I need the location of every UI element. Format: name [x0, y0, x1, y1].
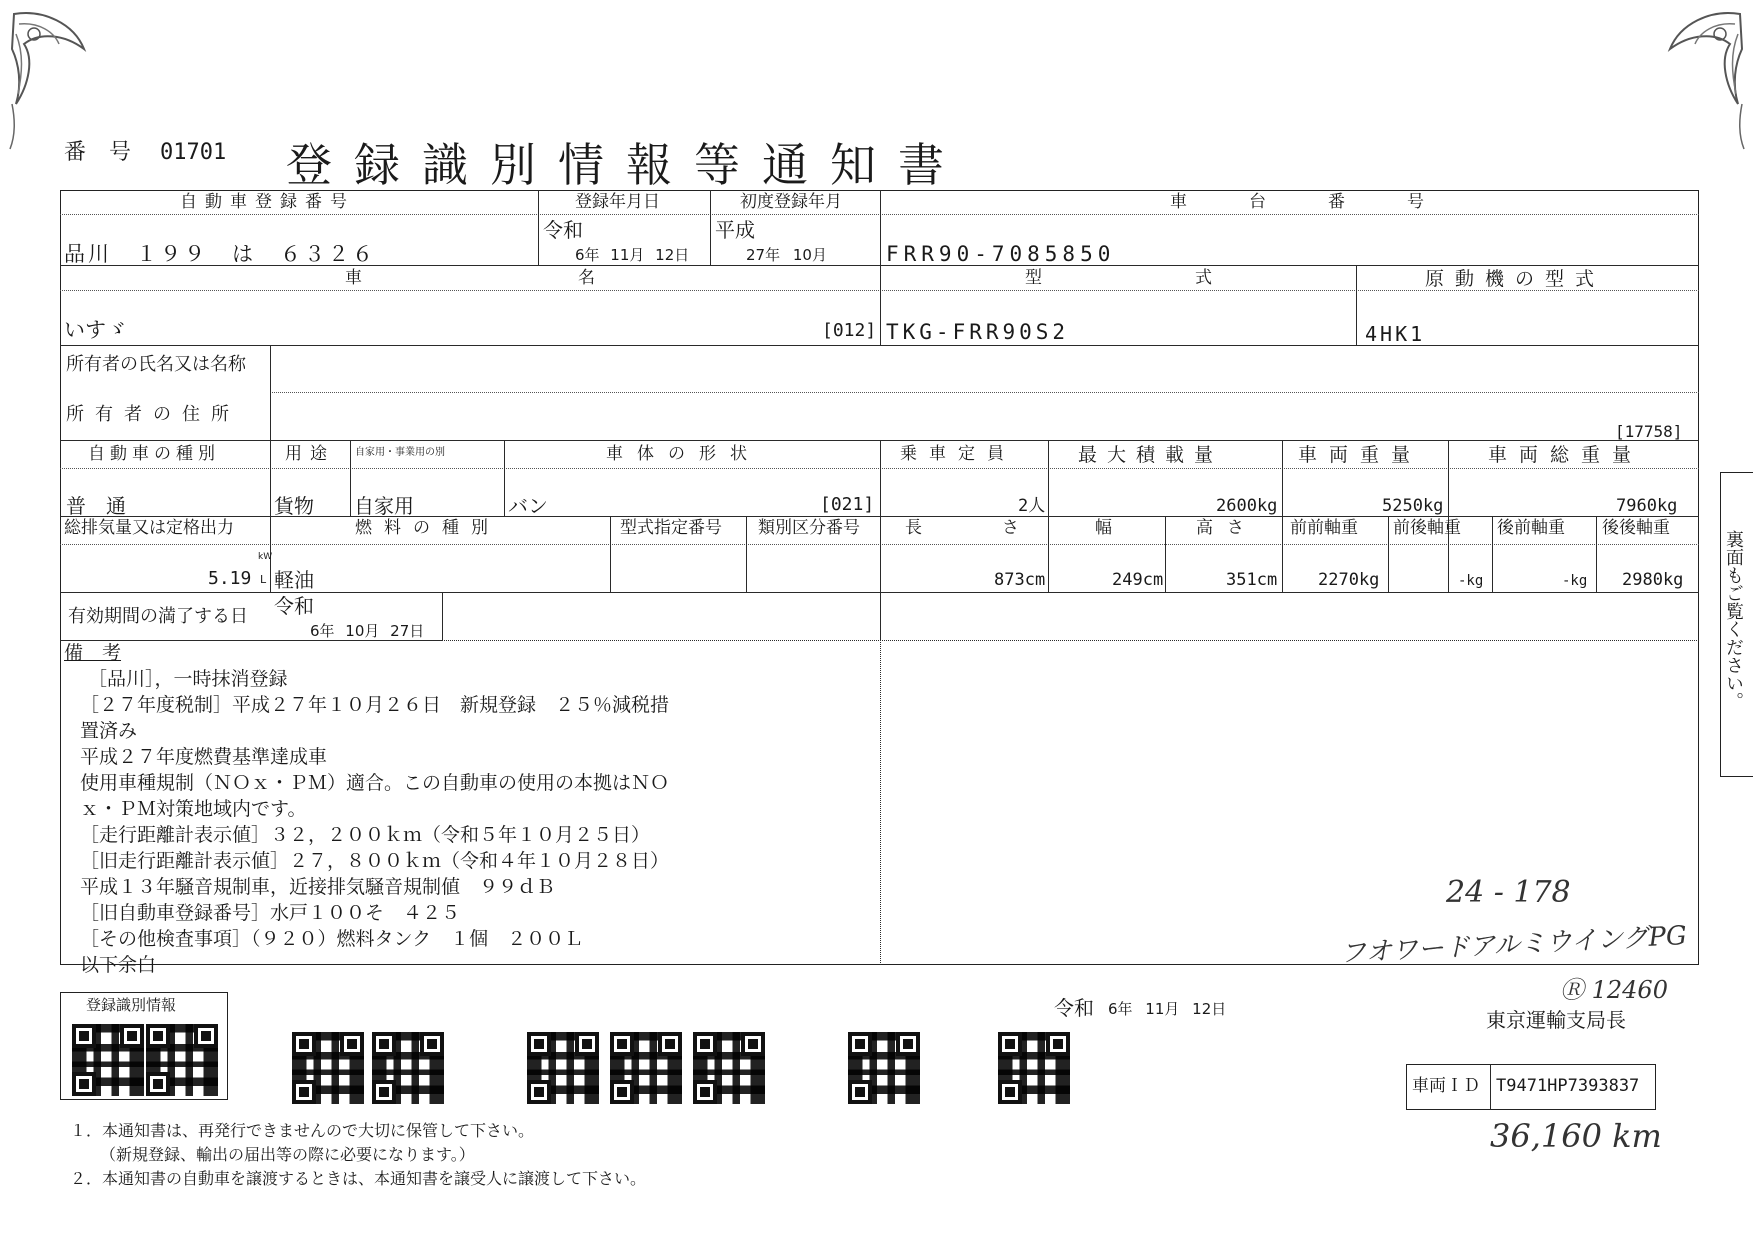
number-label: 番 号: [64, 140, 139, 165]
page-title: 登録識別情報等通知書: [286, 138, 966, 192]
first-era: 平成: [715, 218, 755, 242]
use-header: 用途: [285, 444, 335, 464]
handwritten-note-body: フオワードアルミウイングPG: [1339, 920, 1688, 970]
reg-era: 令和: [543, 218, 583, 242]
vehicle-type-header: 自動車の種別: [88, 444, 220, 464]
reg-date-header: 登録年月日: [575, 192, 660, 212]
owner-name-label: 所有者の氏名又は名称: [66, 354, 246, 375]
note-2: ２．本通知書の自動車を譲渡するときは、本通知書を譲受人に譲渡して下さい。: [70, 1169, 647, 1188]
use-value: 貨物: [274, 494, 314, 518]
remarks-line: 以下余白: [80, 954, 157, 976]
category-header: 類別区分番号: [758, 518, 860, 538]
private-value: 自家用: [354, 494, 414, 518]
fr-axle-value: -kg: [1458, 573, 1484, 589]
model-value: TKG-FRR90S2: [886, 320, 1070, 344]
height-value: 351cm: [1226, 570, 1278, 590]
rr-axle-value: 2980kg: [1622, 570, 1684, 590]
engine-header: 原動機の型式: [1425, 268, 1606, 290]
qr-code: [527, 1032, 599, 1104]
name-header-1: 車: [345, 268, 362, 288]
gross-weight-header: 車両総重量: [1488, 444, 1644, 466]
displacement-value: 5.19: [208, 568, 252, 589]
length-header: 長さ: [905, 518, 1099, 538]
first-reg-header: 初度登録年月: [740, 192, 842, 212]
handwritten-r-number: Ⓡ 12460: [1560, 976, 1668, 1004]
rr-axle-header: 後後軸重: [1602, 518, 1670, 538]
weight-value: 5250kg: [1382, 496, 1444, 516]
width-header: 幅: [1095, 518, 1112, 538]
expiry-era: 令和: [274, 594, 314, 618]
remarks-line: 平成２７年度燃費基準達成車: [80, 746, 328, 768]
ff-axle-header: 前前軸重: [1290, 518, 1358, 538]
remarks-label: 備 考: [64, 642, 122, 664]
width-value: 249cm: [1112, 570, 1164, 590]
remarks-line: ［２７年度税制］平成２７年１０月２６日 新規登録 ２５％減税措: [80, 694, 670, 716]
remarks-line: ［走行距離計表示値］３２，２００ｋｍ（令和５年１０月２５日）: [80, 824, 651, 846]
qr-code: [610, 1032, 682, 1104]
ff-axle-value: 2270kg: [1318, 570, 1380, 590]
registration-info-label: 登録識別情報: [86, 996, 177, 1014]
first-reg-value: 27年 10月: [746, 246, 827, 264]
remarks-line: ［品川］，一時抹消登録: [88, 668, 288, 690]
corner-ornament-left: [4, 4, 104, 154]
rf-axle-value: -kg: [1562, 573, 1588, 589]
remarks-line: ［旧自動車登録番号］水戸１００そ ４２５: [80, 902, 461, 924]
qr-code: [146, 1024, 218, 1096]
remarks-list: [80, 666, 880, 978]
model-header-2: 式: [1195, 268, 1212, 288]
remarks-line: 使用車種規制（ＮＯｘ・ＰＭ）適合。この自動車の使用の本拠はＮＯ: [80, 772, 670, 794]
capacity-value: 2人: [1018, 496, 1046, 516]
max-load-header: 最大積載量: [1078, 444, 1224, 466]
qr-code: [292, 1032, 364, 1104]
model-header-1: 型: [1025, 268, 1042, 288]
displacement-header: 総排気量又は定格出力: [64, 518, 234, 538]
max-load-value: 2600kg: [1216, 496, 1278, 516]
remarks-line: ｘ・ＰＭ対策地域内です。: [80, 798, 307, 820]
name-code: [012]: [822, 320, 877, 341]
handwritten-note-code: 24 - 178: [1446, 875, 1571, 910]
owner-address-label: 所有者の住所: [66, 404, 240, 425]
issue-era: 令和: [1054, 996, 1094, 1020]
weight-header: 車両重量: [1298, 444, 1423, 466]
private-header: 自家用・事業用の別: [355, 447, 445, 458]
expiry-label: 有効期間の満了する日: [68, 606, 248, 627]
expiry-value: 6年 10月 27日: [310, 622, 425, 640]
gross-weight-value: 7960kg: [1616, 496, 1678, 516]
fr-axle-header: 前後軸重: [1393, 518, 1461, 538]
note-1: １．本通知書は、再発行できませんので大切に保管して下さい。: [70, 1121, 535, 1140]
engine-value: 4HK1: [1365, 322, 1426, 346]
vehicle-type-value: 普 通: [66, 494, 126, 518]
handwritten-mileage: 36,160 km: [1490, 1117, 1662, 1155]
qr-code: [998, 1032, 1070, 1104]
side-note: 裏面もご覧ください。: [1723, 530, 1744, 710]
name-value: いすゞ: [64, 318, 127, 342]
displacement-unit: kW: [258, 552, 273, 562]
displacement-unit-2: L: [260, 573, 267, 586]
qr-code: [693, 1032, 765, 1104]
remarks-line: ［その他検査事項］（９２０）燃料タンク １個 ２００Ｌ: [80, 928, 584, 950]
remarks-line: 平成１３年騒音規制車，近接排気騒音規制値 ９９ｄＢ: [80, 876, 556, 898]
reg-date-value: 6年 11月 12日: [575, 246, 690, 264]
length-value: 873cm: [994, 570, 1046, 590]
reg-no-value: 品川 １９９ は ６３２６: [64, 242, 376, 266]
number-value: 01701: [160, 140, 227, 165]
qr-code: [848, 1032, 920, 1104]
body-value: バン: [508, 494, 548, 518]
body-code: [021]: [820, 494, 875, 515]
qr-code: [372, 1032, 444, 1104]
remarks-line: ［旧走行距離計表示値］２７，８００ｋｍ（令和４年１０月２８日）: [80, 850, 670, 872]
issue-date: 6年 11月 12日: [1108, 1000, 1227, 1018]
note-1b: （新規登録、輸出の届出等の際に必要になります。）: [100, 1145, 475, 1164]
body-header: 車体の形状: [606, 444, 761, 464]
fuel-value: 軽油: [274, 568, 314, 592]
name-header-2: 名: [578, 268, 595, 288]
owner-code: [17758]: [1615, 422, 1683, 441]
corner-ornament-right: [1650, 4, 1750, 154]
qr-code: [72, 1024, 144, 1096]
chassis-value: FRR90-7085850: [886, 242, 1116, 266]
fuel-header: 燃料の種別: [355, 518, 500, 538]
height-header: 高さ: [1196, 518, 1258, 538]
rf-axle-header: 後前軸重: [1497, 518, 1565, 538]
reg-no-header: 自動車登録番号: [180, 192, 355, 212]
capacity-header: 乗車定員: [900, 444, 1016, 464]
remarks-line: 置済み: [80, 720, 138, 742]
type-designation-header: 型式指定番号: [620, 518, 722, 538]
issuer: 東京運輸支局長: [1486, 1008, 1626, 1032]
chassis-header: 車台番号: [1170, 192, 1486, 212]
vehicle-id-label: 車両ＩＤ: [1412, 1076, 1480, 1096]
vehicle-id-value: T9471HP7393837: [1496, 1076, 1640, 1096]
